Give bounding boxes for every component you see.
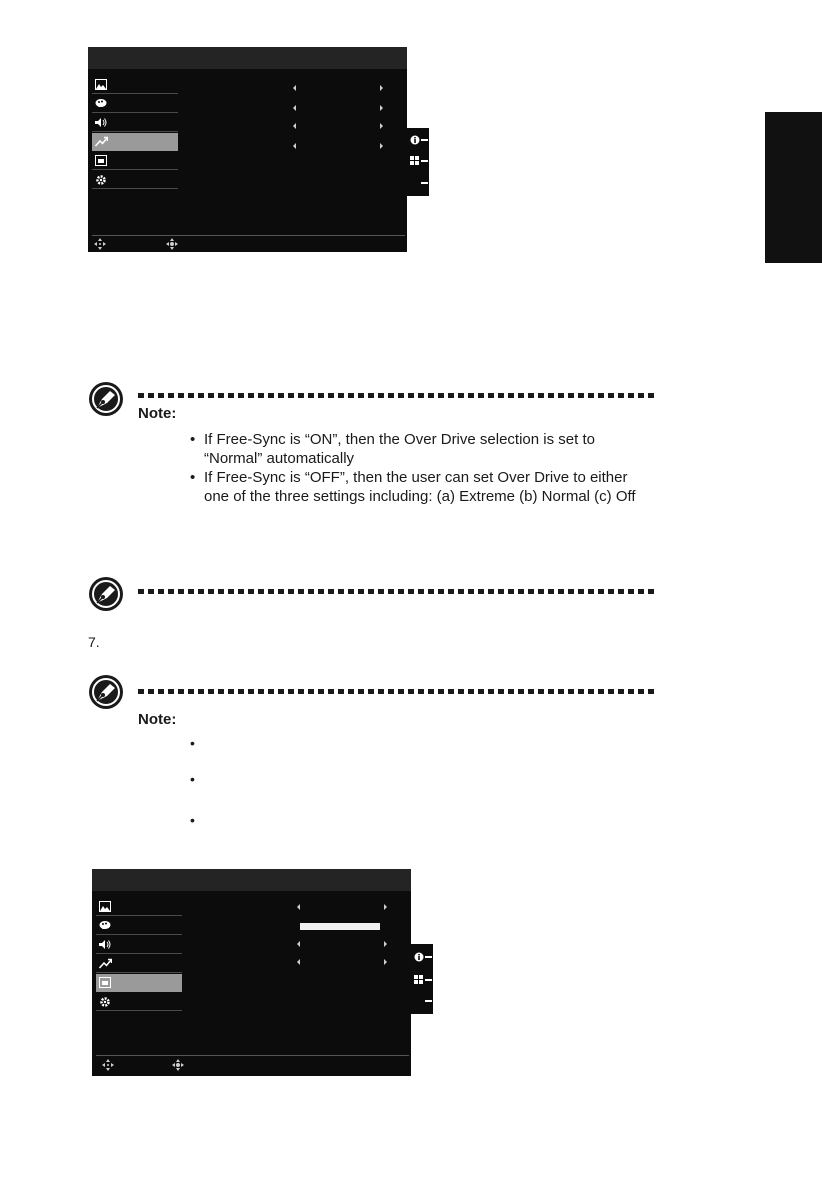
color-icon: [99, 920, 111, 931]
osd-icon: [99, 977, 111, 988]
note-divider: [138, 589, 658, 594]
osd-title-bar: [92, 869, 411, 891]
monitor-side-keys-1: [407, 128, 429, 196]
minus-key-icon[interactable]: [414, 996, 432, 1006]
note-bullet: •: [190, 735, 195, 751]
osd-menu-performance: [88, 47, 407, 252]
row-2-decrease-arrow[interactable]: [293, 105, 296, 111]
row-4-decrease-arrow[interactable]: [297, 959, 300, 965]
row-2-slider-bar[interactable]: [300, 923, 380, 930]
audio-icon: [95, 117, 107, 128]
row-4-increase-arrow[interactable]: [384, 959, 387, 965]
note-icon: [88, 381, 124, 417]
enter-icon: [172, 1059, 184, 1071]
note-icon: [88, 576, 124, 612]
audio-icon: [99, 939, 111, 950]
monitor-side-keys-2: [411, 944, 433, 1014]
performance-icon: [95, 136, 108, 147]
row-1-decrease-arrow[interactable]: [293, 85, 296, 91]
note-bullet: •: [190, 812, 195, 828]
row-1-decrease-arrow[interactable]: [297, 904, 300, 910]
row-3-increase-arrow[interactable]: [380, 123, 383, 129]
note-bullet: •: [190, 771, 195, 787]
row-3-decrease-arrow[interactable]: [297, 941, 300, 947]
performance-icon: [99, 958, 112, 969]
step-number: 7.: [88, 634, 100, 650]
note-label: Note:: [138, 405, 177, 422]
menu-key-icon[interactable]: [414, 975, 432, 985]
row-1-increase-arrow[interactable]: [384, 904, 387, 910]
nav-item-performance[interactable]: [96, 955, 182, 973]
picture-icon: [95, 79, 107, 90]
note-divider: [138, 689, 658, 694]
system-icon: [99, 996, 111, 1008]
menu-key-icon[interactable]: [410, 156, 428, 166]
color-icon: [95, 98, 107, 109]
nav-item-performance[interactable]: [92, 133, 178, 151]
picture-icon: [99, 901, 111, 912]
row-3-increase-arrow[interactable]: [384, 941, 387, 947]
info-key-icon[interactable]: [414, 952, 432, 962]
note-item: • If Free-Sync is “OFF”, then the user can set Over Drive to either one of the three settings including: (a) Extreme (b) Normal (c) Off: [190, 468, 655, 506]
osd-menu-osd: [92, 869, 411, 1076]
row-3-decrease-arrow[interactable]: [293, 123, 296, 129]
osd-icon: [95, 155, 107, 166]
note-list: [190, 430, 655, 506]
nav-item-audio[interactable]: [92, 114, 178, 132]
chapter-side-tab: [765, 112, 822, 263]
nav-item-osd[interactable]: [92, 152, 178, 170]
note-icon: [88, 674, 124, 710]
nav-item-osd[interactable]: [96, 974, 182, 992]
nav-item-color[interactable]: [96, 917, 182, 935]
nav-item-audio[interactable]: [96, 936, 182, 954]
nav-item-system[interactable]: [96, 993, 182, 1011]
info-key-icon[interactable]: [410, 135, 428, 145]
row-4-decrease-arrow[interactable]: [293, 143, 296, 149]
row-1-increase-arrow[interactable]: [380, 85, 383, 91]
note-item: • If Free-Sync is “ON”, then the Over Drive selection is set to “Normal” automatically: [190, 430, 655, 468]
nav-item-picture[interactable]: [92, 76, 178, 94]
move-icon: [94, 238, 106, 250]
nav-item-system[interactable]: [92, 171, 178, 189]
osd-bottom-divider: [96, 1055, 409, 1056]
nav-item-color[interactable]: [92, 95, 178, 113]
system-icon: [95, 174, 107, 186]
row-2-increase-arrow[interactable]: [380, 105, 383, 111]
nav-item-picture[interactable]: [96, 898, 182, 916]
osd-title-bar: [88, 47, 407, 69]
note-divider: [138, 393, 658, 398]
minus-key-icon[interactable]: [410, 178, 428, 188]
move-icon: [102, 1059, 114, 1071]
row-4-increase-arrow[interactable]: [380, 143, 383, 149]
note-label: Note:: [138, 711, 177, 728]
osd-bottom-divider: [92, 235, 405, 236]
enter-icon: [166, 238, 178, 250]
